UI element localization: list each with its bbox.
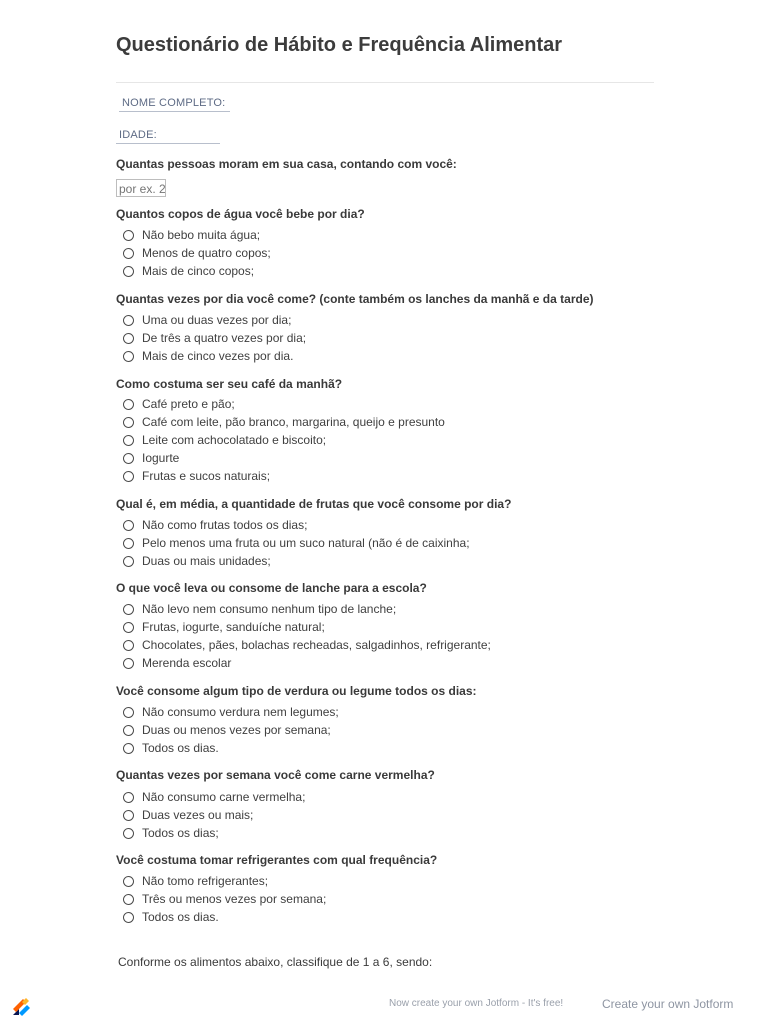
radio-option[interactable] (123, 395, 235, 413)
radio-option[interactable] (123, 908, 219, 926)
radio-button[interactable] (123, 604, 134, 615)
radio-button[interactable] (123, 912, 134, 923)
option-label: Não tomo refrigerantes; (142, 874, 269, 888)
radio-option[interactable] (123, 311, 291, 329)
radio-button[interactable] (123, 792, 134, 803)
full-name-label: NOME COMPLETO: (122, 97, 226, 109)
radio-option[interactable] (123, 636, 491, 654)
option-label: Chocolates, pães, bolachas recheadas, salgadinhos, refrigerante; (142, 638, 491, 652)
radio-button[interactable] (123, 876, 134, 887)
radio-button[interactable] (123, 315, 134, 326)
option-label: Não levo nem consumo nenhum tipo de lanche; (142, 602, 397, 616)
radio-button[interactable] (123, 435, 134, 446)
option-label: Todos os dias; (142, 826, 219, 840)
option-label: Mais de cinco vezes por dia. (142, 349, 294, 363)
option-label: Duas ou mais unidades; (142, 554, 271, 568)
option-label: Uma ou duas vezes por dia; (142, 313, 292, 327)
radio-option[interactable] (123, 262, 254, 280)
radio-button[interactable] (123, 894, 134, 905)
radio-option[interactable] (123, 226, 260, 244)
radio-option[interactable] (123, 721, 331, 739)
option-label: Pelo menos uma fruta ou um suco natural (não é de caixinha; (142, 536, 470, 550)
question-label: Como costuma ser seu café da manhã? (116, 377, 343, 391)
option-label: Não consumo verdura nem legumes; (142, 705, 339, 719)
radio-option[interactable] (123, 329, 306, 347)
radio-option[interactable] (123, 467, 270, 485)
radio-button[interactable] (123, 520, 134, 531)
radio-option[interactable] (123, 824, 219, 842)
radio-button[interactable] (123, 351, 134, 362)
question-label: O que você leva ou consome de lanche para a escola? (116, 581, 427, 595)
option-label: Café com leite, pão branco, margarina, queijo e presunto (142, 415, 445, 429)
radio-button[interactable] (123, 640, 134, 651)
radio-option[interactable] (123, 703, 339, 721)
radio-option[interactable] (123, 618, 325, 636)
option-label: Iogurte (142, 451, 180, 465)
option-label: Frutas e sucos naturais; (142, 469, 271, 483)
radio-option[interactable] (123, 552, 271, 570)
ranking-intro-text: Conforme os alimentos abaixo, classifique de 1 a 6, sendo: (118, 955, 433, 969)
radio-option[interactable] (123, 872, 268, 890)
promo-text: Now create your own Jotform - It's free! (389, 998, 564, 1009)
radio-button[interactable] (123, 556, 134, 567)
option-label: Três ou menos vezes por semana; (142, 892, 327, 906)
radio-option[interactable] (123, 654, 231, 672)
jotform-logo-icon[interactable] (10, 994, 34, 1018)
radio-button[interactable] (123, 230, 134, 241)
option-label: Leite com achocolatado e biscoito; (142, 433, 327, 447)
radio-option[interactable] (123, 413, 445, 431)
radio-option[interactable] (123, 347, 293, 365)
radio-button[interactable] (123, 707, 134, 718)
question-label: Você costuma tomar refrigerantes com qual frequência? (116, 853, 438, 867)
radio-button[interactable] (123, 622, 134, 633)
age-label: IDADE: (119, 129, 157, 141)
create-jotform-link[interactable]: Create your own Jotform (602, 997, 734, 1011)
radio-option[interactable] (123, 890, 326, 908)
option-label: Duas vezes ou mais; (142, 808, 254, 822)
title-divider (116, 82, 654, 83)
option-label: Não consumo carne vermelha; (142, 790, 306, 804)
option-label: Todos os dias. (142, 910, 219, 924)
radio-button[interactable] (123, 743, 134, 754)
radio-button[interactable] (123, 810, 134, 821)
option-label: Não como frutas todos os dias; (142, 518, 308, 532)
radio-button[interactable] (123, 453, 134, 464)
full-name-field[interactable] (119, 97, 230, 112)
option-label: Café preto e pão; (142, 397, 235, 411)
radio-option[interactable] (123, 244, 271, 262)
radio-button[interactable] (123, 399, 134, 410)
age-field[interactable] (116, 129, 220, 144)
radio-button[interactable] (123, 538, 134, 549)
radio-button[interactable] (123, 471, 134, 482)
page-title: Questionário de Hábito e Frequência Alimentar (116, 34, 563, 56)
radio-button[interactable] (123, 658, 134, 669)
radio-button[interactable] (123, 725, 134, 736)
household-count-input[interactable] (116, 179, 166, 197)
radio-button[interactable] (123, 248, 134, 259)
radio-option[interactable] (123, 431, 326, 449)
question-label: Quantas vezes por semana você come carne vermelha? (116, 768, 435, 782)
radio-option[interactable] (123, 739, 219, 757)
question-label: Quantas vezes por dia você come? (conte também os lanches da manhã e da tarde) (116, 292, 594, 306)
radio-option[interactable] (123, 534, 470, 552)
question-label: Você consome algum tipo de verdura ou legume todos os dias: (116, 684, 477, 698)
radio-button[interactable] (123, 333, 134, 344)
radio-button[interactable] (123, 266, 134, 277)
radio-option[interactable] (123, 449, 179, 467)
radio-option[interactable] (123, 788, 305, 806)
option-label: Merenda escolar (142, 656, 232, 670)
question-label: Quantos copos de água você bebe por dia? (116, 207, 365, 221)
option-label: Mais de cinco copos; (142, 264, 255, 278)
radio-option[interactable] (123, 806, 253, 824)
option-label: Duas ou menos vezes por semana; (142, 723, 331, 737)
radio-button[interactable] (123, 417, 134, 428)
option-label: Frutas, iogurte, sanduíche natural; (142, 620, 325, 634)
option-label: De três a quatro vezes por dia; (142, 331, 307, 345)
household-question-label: Quantas pessoas moram em sua casa, contando com você: (116, 157, 457, 171)
radio-option[interactable] (123, 516, 307, 534)
option-label: Todos os dias. (142, 741, 219, 755)
question-label: Qual é, em média, a quantidade de frutas que você consome por dia? (116, 497, 512, 511)
option-label: Menos de quatro copos; (142, 246, 271, 260)
radio-option[interactable] (123, 600, 396, 618)
option-label: Não bebo muita água; (142, 228, 261, 242)
radio-button[interactable] (123, 828, 134, 839)
